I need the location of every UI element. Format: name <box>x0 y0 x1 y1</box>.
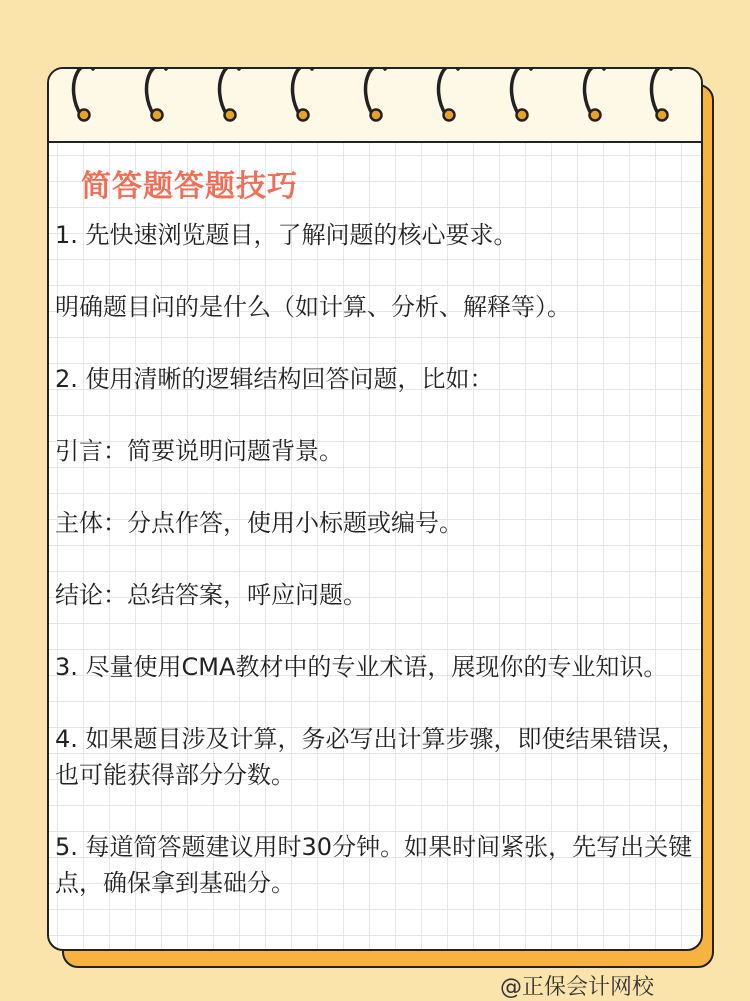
tip-paragraph: 结论：总结答案，呼应问题。 <box>55 581 367 609</box>
notebook-binding <box>49 69 701 143</box>
spiral-ring-icon <box>217 67 245 129</box>
tips-content <box>55 217 695 937</box>
notebook-card <box>47 67 703 951</box>
spiral-ring-icon <box>144 67 172 129</box>
spiral-ring-icon <box>436 67 464 129</box>
spiral-ring-icon <box>509 67 537 129</box>
tip-paragraph: 明确题目问的是什么（如计算、分析、解释等）。 <box>55 293 571 321</box>
tip-paragraph: 5. 每道简答题建议用时30分钟。如果时间紧张，先写出关键点，确保拿到基础分。 <box>55 833 693 897</box>
tip-paragraph: 2. 使用清晰的逻辑结构回答问题，比如： <box>55 365 494 393</box>
tip-paragraph: 4. 如果题目涉及计算，务必写出计算步骤，即使结果错误，也可能获得部分分数。 <box>55 725 686 789</box>
spiral-ring-icon <box>649 67 677 129</box>
brand-watermark: @正保会计网校 <box>500 975 655 1000</box>
spiral-ring-icon <box>582 67 610 129</box>
tip-paragraph: 引言：简要说明问题背景。 <box>55 437 343 465</box>
tip-paragraph: 1. 先快速浏览题目，了解问题的核心要求。 <box>55 221 518 249</box>
spiral-ring-icon <box>363 67 391 129</box>
spiral-ring-icon <box>290 67 318 129</box>
tip-paragraph: 主体：分点作答，使用小标题或编号。 <box>55 509 463 537</box>
tip-paragraph: 3. 尽量使用CMA教材中的专业术语，展现你的专业知识。 <box>55 653 668 681</box>
spiral-ring-icon <box>71 67 99 129</box>
page-title: 简答题答题技巧 <box>81 169 298 204</box>
